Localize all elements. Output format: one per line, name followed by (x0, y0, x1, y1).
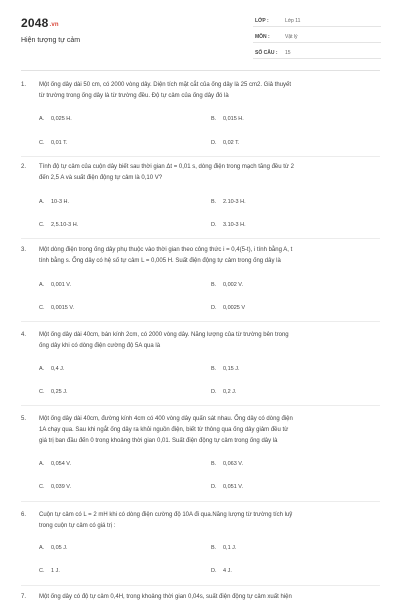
question-divider (21, 501, 380, 502)
question-number: 5. (21, 416, 27, 422)
option-c[interactable]: C. 0,039 V. (39, 484, 71, 490)
option-a[interactable]: A. 0,054 V. (39, 461, 71, 467)
option-c[interactable]: C. 0,0015 V. (39, 305, 75, 311)
question-7 (21, 592, 381, 603)
site-logo[interactable] (21, 16, 59, 30)
option-b[interactable]: B. 0,063 V. (211, 461, 243, 467)
question-2 (21, 162, 381, 184)
option-d[interactable]: D. 0,02 T. (211, 140, 240, 146)
question-number: 4. (21, 332, 27, 338)
question-text: 4. Một ống dây dài 40cm, bán kính 2cm, có 2000 vòng dây. Năng lượng của từ trường bên trong (21, 330, 381, 341)
document-title: Hiện tượng tự cảm (21, 37, 81, 44)
meta-count-row (253, 46, 381, 59)
meta-value: 15 (285, 50, 291, 56)
logo-suffix: .vn (49, 22, 59, 28)
option-b[interactable]: B. 0,1 J. (211, 545, 237, 551)
meta-value: Vật lý (285, 34, 298, 40)
question-3 (21, 245, 381, 267)
question-divider (21, 156, 380, 157)
question-text: giá trị ban đầu đến 0 trong khoảng thời gian 0,01. Suất điện động tự cảm trong ống dây là (39, 438, 278, 444)
meta-value: Lớp 11 (285, 18, 301, 24)
header-divider (21, 70, 380, 71)
question-text: đến 2,5 A và suất điện động tự cảm là 0,10 V? (39, 175, 163, 181)
option-a[interactable]: A. 0,4 J. (39, 366, 65, 372)
meta-subject-row (253, 30, 381, 43)
question-4 (21, 330, 381, 352)
question-divider (21, 405, 380, 406)
question-text: trong cuộn tự cảm có giá trị : (39, 523, 116, 529)
option-a[interactable]: A. 0,05 J. (39, 545, 68, 551)
question-text: 2. Tính độ tự cảm của cuộn dây biết sau thời gian Δt = 0,01 s, dòng điện trong mạch tăng đều từ 2 (21, 162, 381, 173)
question-number: 6. (21, 512, 27, 518)
option-b[interactable]: B. 0,15 J. (211, 366, 240, 372)
question-5 (21, 414, 381, 447)
option-c[interactable]: C. 2,5.10-3 H. (39, 222, 79, 228)
option-c[interactable]: C. 0,25 J. (39, 389, 68, 395)
question-text: 7. Một ống dây có độ tự cảm 0,4H, trong khoảng thời gian 0,04s, suất điện động tự cảm xuất hiện (21, 592, 381, 603)
question-text: 1. Một ống dây dài 50 cm, có 2000 vòng dây. Diện tích mặt cắt của ống dây là 25 cm2. Giả thuyết (21, 80, 381, 91)
option-b[interactable]: B. 0,015 H. (211, 116, 244, 122)
question-number: 3. (21, 247, 27, 253)
option-d[interactable]: D. 0,0025 V (211, 305, 246, 311)
option-d[interactable]: D. 4 J. (211, 568, 232, 574)
meta-key: SỐ CÂU : (255, 50, 278, 56)
option-a[interactable]: A. 10-3 H. (39, 199, 70, 205)
document-header (0, 0, 400, 70)
question-text: ống dây khi có dòng điện cường độ 5A qua là (39, 343, 161, 349)
question-divider (21, 321, 380, 322)
question-text: 5. Một ống dây dài 40cm, đường kính 4cm có 400 vòng dây quấn sát nhau. Ống dây có dòng điện (21, 414, 381, 425)
question-1 (21, 80, 381, 102)
option-b[interactable]: B. 0,002 V. (211, 282, 243, 288)
question-number: 1. (21, 82, 27, 88)
question-text: 1A chạy qua. Sau khi ngắt ống dây ra khỏi nguồn điện, biết từ thông qua ống dây giảm đều từ (39, 427, 289, 433)
question-text: tính bằng s. Ống dây có hệ số tự cảm L = 0,005 H. Suất điện động tự cảm trong ống dây là (39, 258, 281, 264)
question-divider (21, 238, 380, 239)
meta-class-row (253, 14, 381, 27)
question-text: từ trường trong ống dây là từ trường đều. Độ tự cảm của ống dây đó là (39, 93, 229, 99)
question-divider (21, 585, 380, 586)
option-a[interactable]: A. 0,001 V. (39, 282, 71, 288)
option-b[interactable]: B. 2.10-3 H. (211, 199, 246, 205)
meta-key: LỚP : (255, 18, 269, 24)
logo-text: 2048 (21, 16, 49, 30)
option-d[interactable]: D. 0,051 V. (211, 484, 243, 490)
option-d[interactable]: D. 0,2 J. (211, 389, 237, 395)
question-6 (21, 510, 381, 532)
question-text: 3. Một dòng điện trong ống dây phụ thuộc vào thời gian theo công thức i = 0,4(5-t), i tính bằng A, t (21, 245, 381, 256)
option-a[interactable]: A. 0,025 H. (39, 116, 72, 122)
question-number: 7. (21, 594, 27, 600)
option-c[interactable]: C. 0,01 T. (39, 140, 68, 146)
question-number: 2. (21, 164, 27, 170)
option-d[interactable]: D. 3.10-3 H. (211, 222, 246, 228)
option-c[interactable]: C. 1 J. (39, 568, 60, 574)
question-text: 6. Cuộn tự cảm có L = 2 mH khi có dòng điện cường độ 10A đi qua.Năng lượng từ trường tích luỹ (21, 510, 381, 521)
meta-key: MÔN : (255, 34, 270, 40)
